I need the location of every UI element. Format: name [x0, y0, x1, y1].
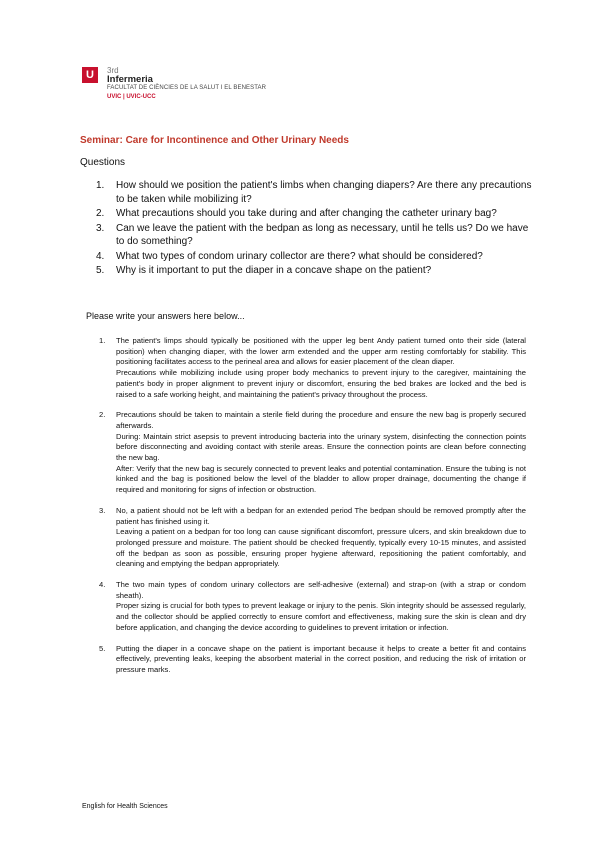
page-footer: English for Health Sciences	[82, 803, 168, 810]
faculty-name: FACULTAT DE CIÈNCIES DE LA SALUT I EL BENESTAR	[107, 85, 267, 91]
answer-item: 3. No, a patient should not be left with a bedpan for an extended period The bedpan should be removed promptly after the patient has finished using it. Leaving a patient on a bedpan for too long can cause significant discomfort, pressure ulcers, and skin breakdown due to prolonged pressure and moisture. The patient should be checked frequently, typically every 10-15 minutes, and assisted off the bedpan as soon as possible, ensuring proper hygiene afterward, repositioning the patient comfortably, and cleaning and emptying the bedpan appropriately.	[99, 505, 526, 569]
question-item: 5. Why is it important to put the diaper in a concave shape on the patient?	[96, 265, 432, 276]
answers-list	[96, 336, 526, 686]
answer-item: 5. Putting the diaper in a concave shape on the patient is important because it helps to create a better fit and contains effectively, preventing leaks, keeping the absorbent material in the correct position, and reducing the risk of irritation or pressure marks.	[99, 643, 526, 674]
answer-paragraph: During: Maintain strict asepsis to prevent introducing bacteria into the urinary system, disinfecting the connection points before disconnecting and avoiding contact with sterile areas. Ensure the connection points are clean before connecting the new bag.	[116, 431, 526, 463]
question-item: 2. What precautions should you take during and after changing the catheter urinary bag?	[96, 208, 497, 219]
answer-paragraph: The two main types of condom urinary collectors are self-adhesive (external) and strap-on (with a strap or condom sheath).	[116, 580, 526, 600]
header-small-label: 3rd	[107, 66, 119, 75]
answer-paragraph: No, a patient should not be left with a bedpan for an extended period The bedpan should be removed promptly after the patient has finished using it.	[116, 505, 526, 526]
page-title: Seminar: Care for Incontinence and Other Urinary Needs	[80, 135, 349, 146]
department-name: Infermeria	[107, 74, 153, 85]
university-logo	[82, 67, 98, 83]
answer-item: 1. The patient's limps should typically be positioned with the upper leg bent Andy patient turned onto their side (lateral position) when changing diaper, with the lower arm extended and the upper arm resting comfortably for stability. This positioning facilitates access to the perineal area and allows for easier placement of the clean diaper. Precautions while mobilizing include using proper body mechanics to prevent injury to the caregiver, maintaining the patient's body in proper alignment to prevent injury or discomfort, ensuring the bed brakes are locked and the bed is raised to a safe working height, and maintaining the patient's privacy throughout the process.	[99, 336, 526, 399]
question-item: 1. How should we position the patient's limbs when changing diapers? Are there any precautions to be taken while mobilizing it?	[96, 180, 532, 205]
question-item: 4. What two types of condom urinary collector are there? what should be considered?	[96, 250, 483, 262]
answer-paragraph: Precautions while mobilizing include using proper body mechanics to prevent injury to the caregiver, maintaining the patient's body in proper alignment to prevent injury or discomfort, ensuring the bed brakes are locked and the bed is raised to a safe working height, and maintaining the patient's privacy throughout the process.	[116, 368, 526, 399]
answer-paragraph: Precautions should be taken to maintain a sterile field during the procedure and ensure the new bag is properly secured afterwards.	[116, 410, 526, 430]
answer-paragraph: Leaving a patient on a bedpan for too long can cause significant discomfort, pressure ulcers, and skin breakdown due to prolonged pressure and moisture. The patient should be checked frequently, typically every 10-15 minutes, and assisted off the bedpan as soon as possible, ensuring proper hygiene afterward, repositioning the patient comfortably, and cleaning and emptying the bedpan appropriately.	[116, 527, 526, 569]
answers-prompt: Please write your answers here below...	[86, 311, 245, 321]
answer-paragraph: After: Verify that the new bag is securely connected to prevent leaks and potential contamination. Ensure the tubing is not kinked and the bag is positioned below the level of the bladder to allow proper drainage, documenting the change if required and monitoring for signs of infection or obstruction.	[116, 463, 526, 495]
answer-paragraph: Putting the diaper in a concave shape on the patient is important because it helps to create a better fit and contains effectively, preventing leaks, keeping the absorbent material in the correct position, and reducing the risk of irritation or pressure marks.	[116, 643, 526, 674]
questions-list	[96, 179, 536, 279]
question-item: 3. Can we leave the patient with the bedpan as long as necessary, until he tells us? Do we have to do something?	[96, 222, 529, 247]
answer-paragraph: The patient's limps should typically be positioned with the upper leg bent Andy patient turned onto their side (lateral position) when changing diaper, with the lower arm extended and the upper arm resting comfortably for stability. This positioning facilitates access to the perineal area and allows for easier placement of the clean diaper.	[116, 336, 526, 367]
logo-letter: U	[86, 69, 94, 81]
header-brand	[107, 66, 266, 102]
university-name: UVIC | UVIC-UCC	[107, 94, 156, 100]
answer-item: 4. The two main types of condom urinary collectors are self-adhesive (external) and strap-on (with a strap or condom sheath). Proper sizing is crucial for both types to prevent leakage or injury to the penis. Skin integrity should be assessed regularly, and the collector should be applied correctly to ensure comfort and effectiveness, making sure the skin is clean and dry before application, and changing the device according to guidelines to prevent irritation or infection.	[99, 580, 526, 632]
answer-item: 2. Precautions should be taken to maintain a sterile field during the procedure and ensure the new bag is properly secured afterwards. During: Maintain strict asepsis to prevent introducing bacteria into the urinary system, disinfecting the connection points before disconnecting and avoiding contact with sterile areas. Ensure the connection points are clean before connecting the new bag. After: Verify that the new bag is securely connected to prevent leaks and potential contamination. Ensure the tubing is not kinked and the bag is positioned below the level of the bladder to allow proper drainage, documenting the change if required and monitoring for signs of infection or obstruction.	[99, 410, 526, 495]
questions-heading: Questions	[80, 157, 126, 168]
answer-paragraph: Proper sizing is crucial for both types to prevent leakage or injury to the penis. Skin integrity should be assessed regularly, and the collector should be applied correctly to ensure comfort and effectiveness, making sure the skin is clean and dry before application, and changing the device according to guidelines to prevent irritation or infection.	[116, 601, 526, 632]
